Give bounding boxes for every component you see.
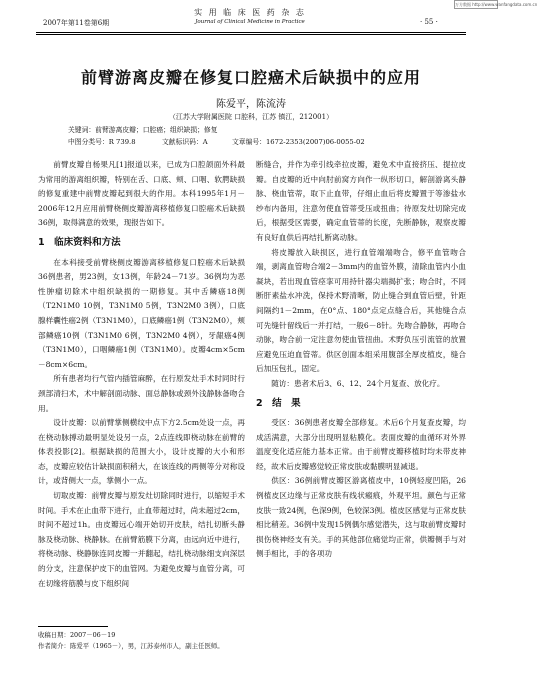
issue-info: 2007年第11卷第6期 [43,19,110,27]
article-authors: 陈爱平，陈流涛 [216,99,286,110]
body-paragraph: 在本科接受前臂桡侧皮瓣游离移植修复口腔癌术后缺损36例患者，男23例，女13例，年龄24－71岁。36例均为恶性肿瘤切除术中组织缺损的一期修复。其中舌鳞癌18例（T2N1M0 10例，T3N1M0 5例，T3N2M0 3例），口底腺样囊性癌2例（T3N1M0），口底鳞癌1例（T3N2M0），颊部鳞癌10例（T3N1M0 6例，T3N2M0 4例），牙龈癌4例（T3N1M0），口咽鳞癌1例（T3N1M0）。皮瓣4cm×5cm－8cm×6cm。 [38,257,245,369]
article-affiliation: （江苏大学附属医院 口腔科，江苏 镇江，212001） [168,113,334,121]
page-number: · 55 · [420,18,438,26]
article-number: 文章编号：1672-2353(2007)06-0055-02 [232,138,365,146]
left-column [38,158,245,591]
keywords: 关键词：前臂游离皮瓣；口腔癌；组织缺损；修复 [68,126,218,134]
body-paragraph: 将皮瓣放入缺损区，进行血管端端吻合，修平血管吻合端，剥离血管吻合端2－3mm内的血管外膜，清除血管内小血凝块，若出现血管痉挛可用持针器尖端揭扩张；吻合时，不同断肝素盐水冲洗，保持术野清晰，防止缝合到血管后壁，针距间隔约1－2mm，在0°点、180°点定点缝合后，其他缝合点可先缝针留线后一并打结，一般6－8针。先吻合静脉，再吻合动脉，吻合前一定注意勿使血管扭曲。术野负压引流管的放置应避免压迫血管蒂。供区创面本组采用腹部全厚皮植皮，缝合后加压包扎，固定。 [256,247,466,374]
body-paragraph: 所有患者均行气管内插管麻醉，在行原发灶手术时同时行颈部清扫术，术中解剖面动脉、面总静脉或颈外浅静脉备吻合用。 [38,374,245,413]
intro-paragraph: 前臂皮瓣自杨果凡[1]报道以来，已成为口腔颌面外科最为常用的游离组织瓣，特别在舌、口底、颊、口咽、软腭缺损的修复重建中前臂皮瓣起到很大的作用。本科1995年1月－2006年12月应用前臂桡侧皮瓣游离移植修复口腔癌术后缺损36例，取得满意的效果，现报告如下。 [38,160,245,228]
received-date: 收稿日期：2007－06－19 [38,631,116,639]
article-title: 前臂游离皮瓣在修复口腔癌术后缺损中的应用 [80,68,421,87]
section-heading-2: 2 结 果 [256,397,301,409]
header-rule [36,32,466,33]
body-paragraph: 断缝合，并作为牵引线牵拉皮瓣，避免术中直接挤压、提拉皮瓣。自皮瓣的近中向肘前窝方向作一纵形切口，解剖游离头静脉、桡血管蒂，取下止血带，仔细止血后将皮瓣置于等渗盐水纱布内备用，注意勿使血管蒂受压或扭曲；待原发灶切除完成后，根据受区需要，确定血管蒂的长度，先断静脉，观察皮瓣有良好血供后再结扎断离动脉。 [256,160,466,242]
body-paragraph: 随访：患者术后3、6、12、24个月复查、放化疗。 [271,378,445,388]
class-number: 中图分类号：R 739.8 [68,138,136,146]
header-rule-2 [36,34,466,35]
section-heading-1: 1 临床资料和方法 [38,236,121,248]
footnote-rule [38,626,108,627]
journal-name-cn: 实 用 临 床 医 药 杂 志 [194,8,306,17]
watermark-stamp: 万方数据 http://www.wanfangdata.com.cn [455,2,537,7]
body-paragraph: 供区：36例前臂皮瓣区游离植皮中，10例轻度凹陷，26例植皮区边缘与正常皮肤有线状瘢痕，外观平坦。颜色与正常皮肤一致24例，色深9例，色较深3例。植皮区感觉与正常皮肤相比稍差。36例中发现15例偶尔感觉潜失，这与取前臂皮瓣时损伤桡神经支有关。手的其他部位痛觉均正常，供瓣侧手与对侧手相比，手的各项功 [256,476,466,559]
body-paragraph: 设计皮瓣：以前臂掌侧横纹中点下方2.5cm处设一点，再在桡动脉搏动最明显处设另一点，2点连线即桡动脉在前臂的体表投影[2]。根据缺损的范围大小，设计皮瓣的大小和形态，皮瓣应较估计缺损面积稍大，在该连线的两侧等分对称设计，或背侧大一点，掌侧小一点。 [38,418,245,486]
body-paragraph: 受区：36例患者皮瓣全部修复。术后6个月复查皮瓣，均成活满意，大部分出现明显粘膜化。表面皮瓣的血循环对外界温度变化适应能力基本正常。由于前臂皮瓣移植时均未带皮神经，故术后皮瓣感觉较正常皮肤或黏膜明显减退。 [256,418,466,471]
body-paragraph: 切取皮瓣：前臂皮瓣与原发灶切除同时进行，以缩短手术时间。手术在止血带下进行，止血带超过时，尚未超过2cm，时间不超过1h。由皮瓣远心端开始切开皮肤，结扎切断头静脉及桡动脉、桡静脉。在前臂筋膜下分离，由远向近中进行，将桡动脉、桡静脉连同皮瓣一并翻起，结扎桡动脉细支向深层的分支，注意保护皮下的血管网。为避免皮瓣与血管分离，可在切缘将筋膜与皮下组织间 [38,491,245,588]
author-bio: 作者简介：陈爱平（1965－），男，江苏泰州市人，副主任医师。 [38,642,224,650]
journal-name-en: Journal of Clinical Medicine in Practice [195,19,305,25]
right-column [256,158,466,562]
document-code: 文献标识码：A [162,138,208,146]
